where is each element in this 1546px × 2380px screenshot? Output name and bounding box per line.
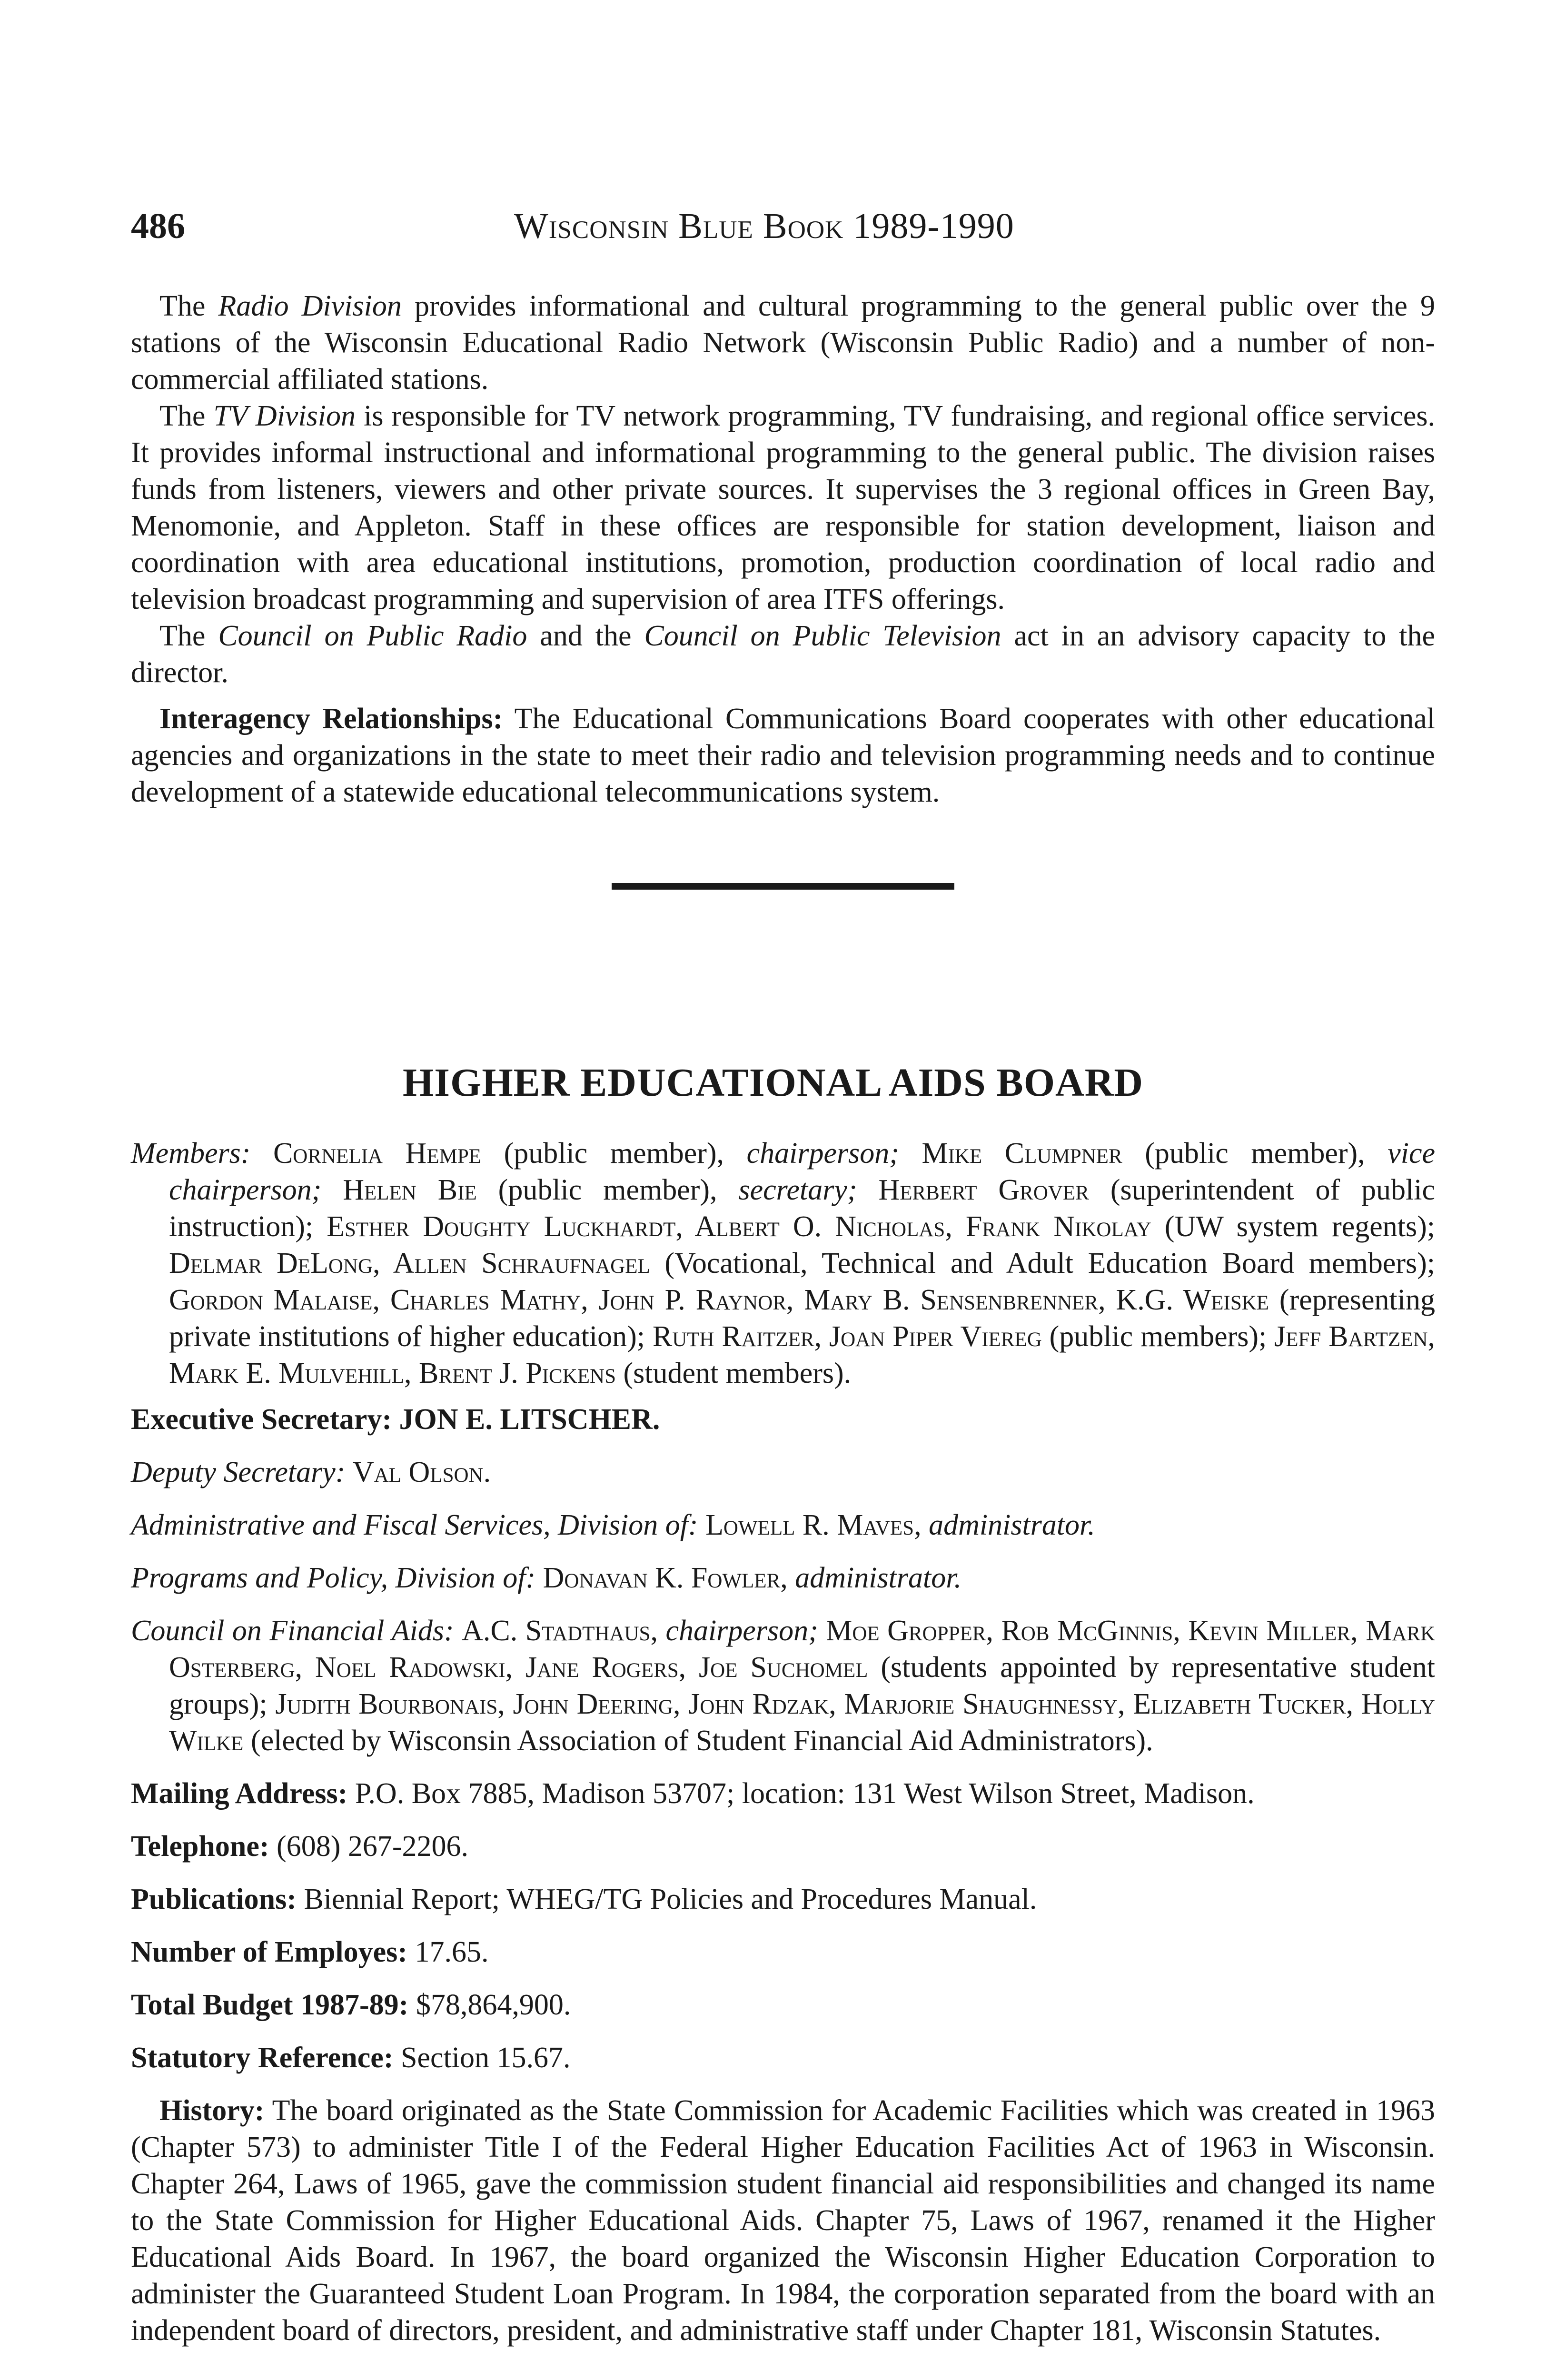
telephone-entry: Telephone: (608) 267-2206.: [131, 1830, 468, 1863]
running-title: Wisconsin Blue Book 1989-1990: [514, 206, 1014, 246]
section-divider-rule: [612, 883, 954, 890]
councils-paragraph: The Council on Public Radio and the Council on Public Television act in an advisory capacity to the director.: [131, 620, 1436, 689]
council-financial-aids-entry: Council on Financial Aids: A.C. Stadthaus, chairperson; Moe Gropper, Rob McGinnis, Kevin Miller, Mark Osterberg, Noel Radowski, Jane Rogers, Joe Suchomel (students appointed by representative student groups); Judith Bourbonais, John Deering, John Rdzak, Marjorie Shaughnessy, Elizabeth Tucker, Holly Wilke (elected by Wisconsin Association of Student Financial Aid Administrators).: [131, 1615, 1435, 1757]
radio-division-paragraph: The Radio Division provides informational and cultural programming to the general public over the 9 stations of the Wisconsin Educational Radio Network (Wisconsin Public Radio) and a number of non-commercial affiliated stations.: [131, 290, 1436, 396]
executive-secretary-entry: Executive Secretary: JON E. LITSCHER.: [131, 1403, 660, 1436]
statutory-reference-entry: Statutory Reference: Section 15.67.: [131, 2042, 571, 2074]
page-number: 486: [131, 206, 185, 246]
publications-entry: Publications: Biennial Report; WHEG/TG Policies and Procedures Manual.: [131, 1883, 1037, 1915]
interagency-paragraph: Interagency Relationships: The Educational Communications Board cooperates with other educational agencies and organizations in the state to meet their radio and television programming needs and to continue development of a statewide educational telecommunications system.: [131, 703, 1435, 808]
admin-fiscal-entry: Administrative and Fiscal Services, Division of: Lowell R. Maves, administrator.: [131, 1509, 1095, 1541]
members-entry: Members: Cornelia Hempe (public member), chairperson; Mike Clumpner (public member), vice chairperson; Helen Bie (public member), secretary; Herbert Grover (superintendent of public instruction); Esther Doughty Luckhardt, Albert O. Nicholas, Frank Nikolay (UW system regents); Delmar DeLong, Allen Schraufnagel (Vocational, Technical and Adult Education Board members); Gordon Malaise, Charles Mathy, John P. Raynor, Mary B. Sensenbrenner, K.G. Weiske (representing private institutions of higher education); Ruth Raitzer, Joan Piper Viereg (public members); Jeff Bartzen, Mark E. Mulvehill, Brent J. Pickens (student members).: [131, 1137, 1435, 1389]
section-title: HIGHER EDUCATIONAL AIDS BOARD: [402, 1061, 1144, 1105]
history-paragraph: History: The board originated as the State Commission for Academic Facilities which was created in 1963 (Chapter 573) to administer Title I of the Federal Higher Education Facilities Act of 1963 in Wisconsin. Chapter 264, Laws of 1965, gave the commission student financial aid responsibilities and changed its name to the State Commission for Higher Educational Aids. Chapter 75, Laws of 1967, renamed it the Higher Educational Aids Board. In 1967, the board organized the Wisconsin Higher Education Corporation to administer the Guaranteed Student Loan Program. In 1984, the corporation separated from the board with an independent board of directors, president, and administrative staff under Chapter 181, Wisconsin Statutes.: [131, 2094, 1435, 2347]
deputy-secretary-entry: Deputy Secretary: Val Olson.: [131, 1456, 491, 1488]
budget-entry: Total Budget 1987-89: $78,864,900.: [131, 1989, 571, 2021]
heab-section: [131, 1135, 1435, 2349]
programs-policy-entry: Programs and Policy, Division of: Donavan K. Fowler, administrator.: [131, 1562, 961, 1594]
employees-entry: Number of Employes: 17.65.: [131, 1936, 489, 1968]
tv-division-paragraph: The TV Division is responsible for TV network programming, TV fundraising, and regional office services. It provides informal instructional and informational programming to the general public. The division raises funds from listeners, viewers and other private sources. It supervises the 3 regional offices in Green Bay, Menomonie, and Appleton. Staff in these offices are responsible for station development, liaison and coordination with area educational institutions, promotion, production coordination of local radio and television broadcast programming and supervision of area ITFS offerings.: [131, 400, 1435, 615]
mailing-address-entry: Mailing Address: P.O. Box 7885, Madison 53707; location: 131 West Wilson Street, Madison.: [131, 1777, 1255, 1810]
ecb-continued-section: [131, 288, 1435, 811]
running-header: [0, 202, 1546, 255]
